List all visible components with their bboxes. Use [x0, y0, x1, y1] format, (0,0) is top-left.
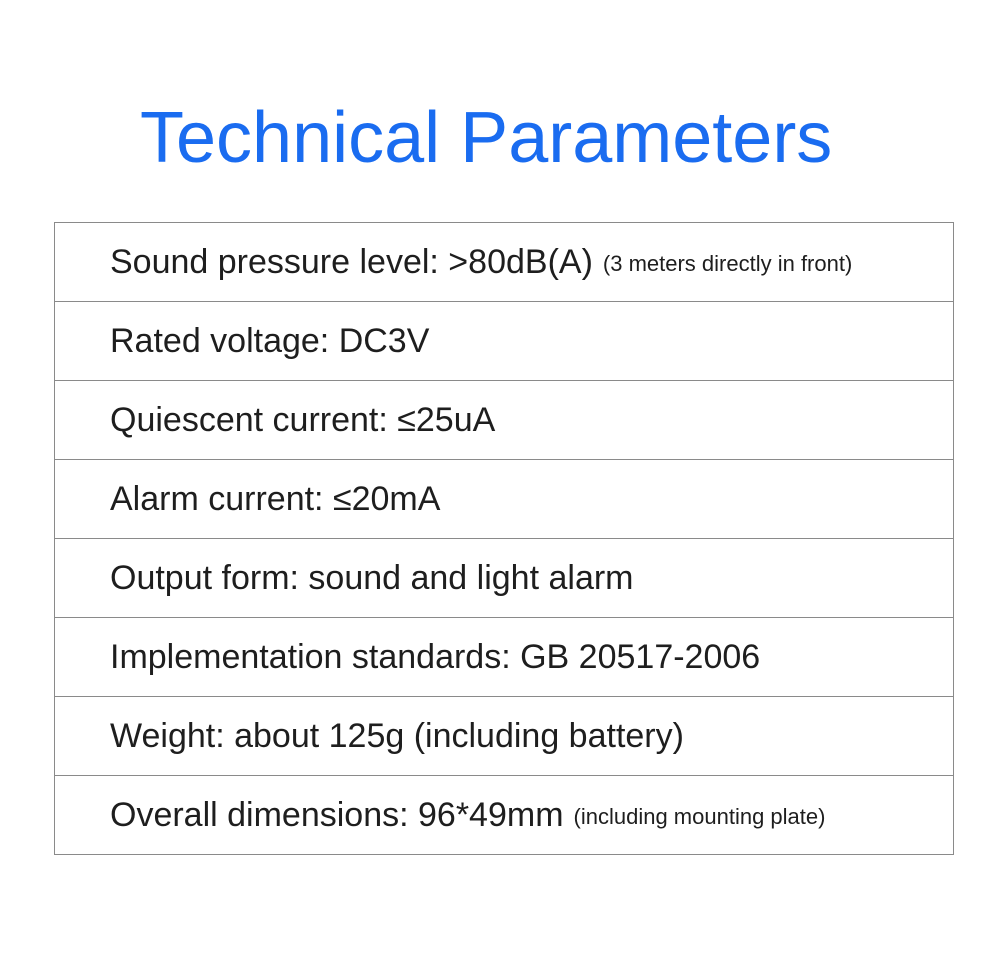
parameter-note: (3 meters directly in front)	[602, 251, 853, 276]
parameter-row-rated-voltage	[55, 302, 953, 381]
parameter-note: (including mounting plate)	[573, 804, 826, 829]
parameter-text: Implementation standards: GB 20517-2006	[110, 638, 761, 676]
parameter-text: Sound pressure level: >80dB(A)	[110, 243, 593, 281]
parameter-row-output-form	[55, 539, 953, 618]
parameter-row-overall-dimensions	[55, 776, 953, 855]
parameter-text: Weight: about 125g (including battery)	[110, 717, 684, 755]
parameter-text: Output form: sound and light alarm	[110, 559, 634, 597]
parameter-text: Quiescent current: ≤25uA	[110, 401, 496, 439]
parameters-table	[54, 222, 954, 855]
parameter-text: Rated voltage: DC3V	[110, 322, 430, 360]
parameter-row-alarm-current	[55, 460, 953, 539]
parameter-text: Alarm current: ≤20mA	[110, 480, 441, 518]
parameter-row-implementation-standards	[55, 618, 953, 697]
parameter-row-sound-pressure	[55, 223, 953, 302]
parameter-text: Overall dimensions: 96*49mm	[110, 796, 564, 834]
parameter-row-quiescent-current	[55, 381, 953, 460]
page-title: Technical Parameters	[140, 98, 833, 178]
parameter-row-weight	[55, 697, 953, 776]
